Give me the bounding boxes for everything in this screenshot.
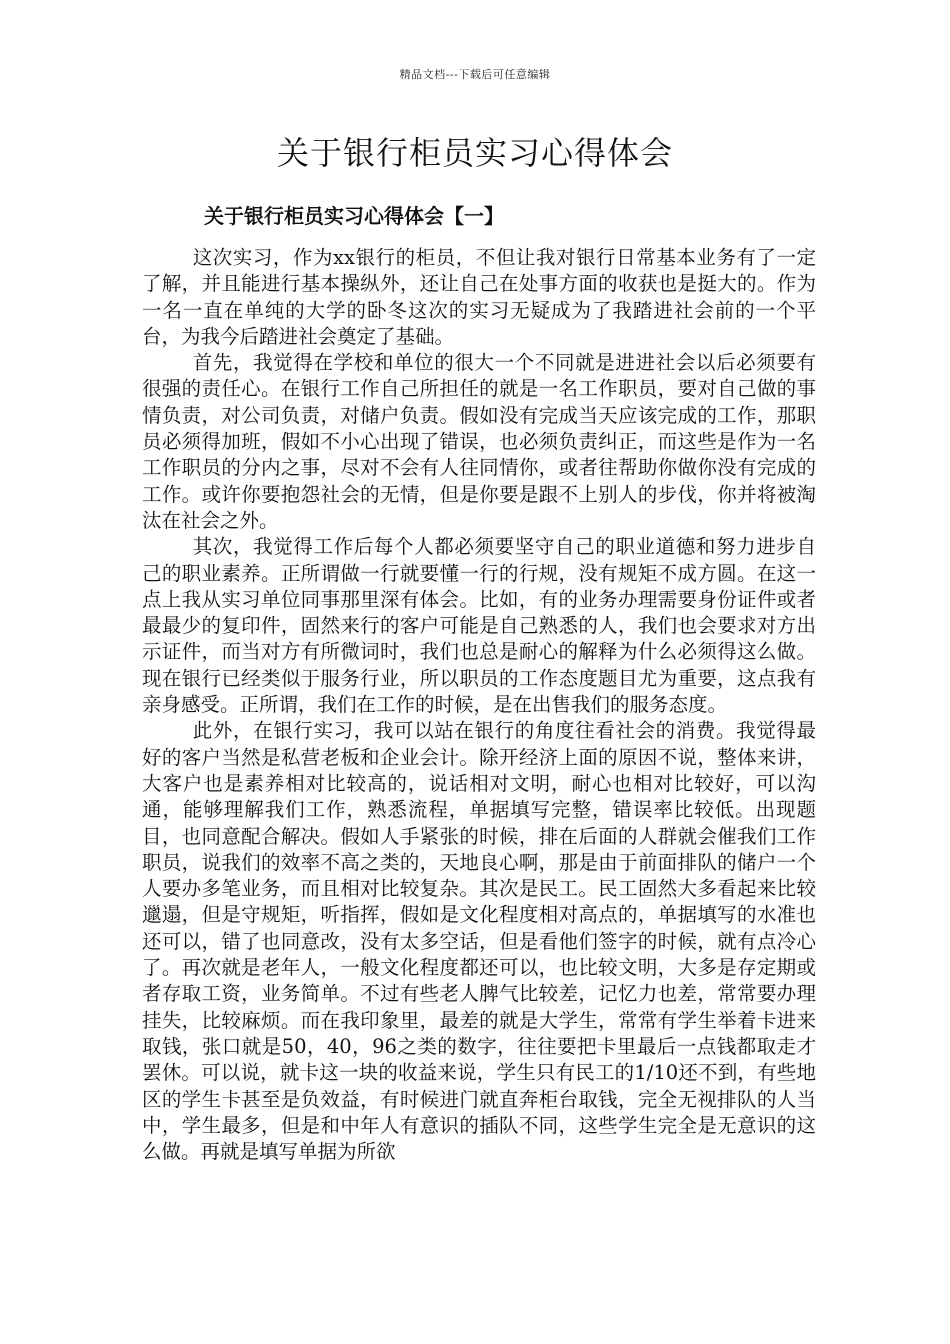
body-text <box>142 245 816 1165</box>
paragraph: 这次实习，作为xx银行的柜员，不但让我对银行日常基本业务有了一定了解，并且能进行基本操纵外，还让自己在处事方面的收获也是挺大的。作为一名一直在单纯的大学的卧冬这次的实习无疑成为了我踏进社会前的一个平台，为我今后踏进社会奠定了基础。 <box>142 246 816 348</box>
section-heading: 关于银行柜员实习心得体会【一】 <box>204 204 504 228</box>
paragraph: 其次，我觉得工作后每个人都必须要坚守自己的职业道德和努力进步自己的职业素养。正所谓做一行就要懂一行的行规，没有规矩不成方圆。在这一点上我从实习单位同事那里深有体会。比如，有的业务办理需要身份证件或者最最少的复印件，固然来行的客户可能是自己熟悉的人，我们也会要求对方出示证件，而当对方有所微词时，我们也总是耐心的解释为什么必须得这么做。现在银行已经类似于服务行业，所以职员的工作态度题目尤为重要，这点我有亲身感受。正所谓，我们在工作的时候，是在出售我们的服务态度。 <box>142 535 816 717</box>
paragraph: 首先，我觉得在学校和单位的很大一个不同就是进进社会以后必须要有很强的责任心。在银行工作自己所担任的就是一名工作职员，要对自己做的事情负责，对公司负责，对储户负责。假如没有完成当天应该完成的工作，那职员必须得加班，假如不小心出现了错误，也必须负责纠正，而这些是作为一名工作职员的分内之事，尽对不会有人往同情你，或者往帮助你做你没有完成的工作。或许你要抱怨社会的无情，但是你要是跟不上别人的步伐，你并将被淘汰在社会之外。 <box>142 351 816 532</box>
paragraph: 此外，在银行实习，我可以站在银行的角度往看社会的消费。我觉得最好的客户当然是私营老板和企业会计。除开经济上面的原因不说，整体来讲，大客户也是素养相对比较高的，说话相对文明，耐心也相对比较好，可以沟通，能够理解我们工作，熟悉流程，单据填写完整，错误率比较低。出现题目，也同意配合解决。假如人手紧张的时候，排在后面的人群就会催我们工作职员，说我们的效率不高之类的，天地良心啊，那是由于前面排队的储户一个人要办多笔业务，而且相对比较复杂。其次是民工。民工固然大多看起来比较邋遢，但是守规矩，听指挥，假如是文化程度相对高点的，单据填写的水准也还可以，错了也同意改，没有太多空话，但是看他们签字的时候，就有点冷心了。再次就是老年人，一般文化程度都还可以，也比较文明，大多是存定期或者存取工资，业务简单。不过有些老人脾气比较差，记忆力也差，常常要办理挂失，比较麻烦。而在我印象里，最差的就是大学生，常常有学生举着卡进来取钱，张口就是50，40，96之类的数字，往往要把卡里最后一点钱都取走才罢休。可以说，就卡这一块的收益来说，学生只有民工的1/10还不到，有些地区的学生卡甚至是负效益，有时候进门就直奔柜台取钱，完全无视排队的人当中，学生最多，但是和中年人有意识的插队不同，这些学生完全是无意识的这么做。再就是填写单据为所欲 <box>142 719 816 1164</box>
document-title: 关于银行柜员实习心得体会 <box>276 134 673 172</box>
header-note: 精品文档---下载后可任意编辑 <box>399 68 551 81</box>
